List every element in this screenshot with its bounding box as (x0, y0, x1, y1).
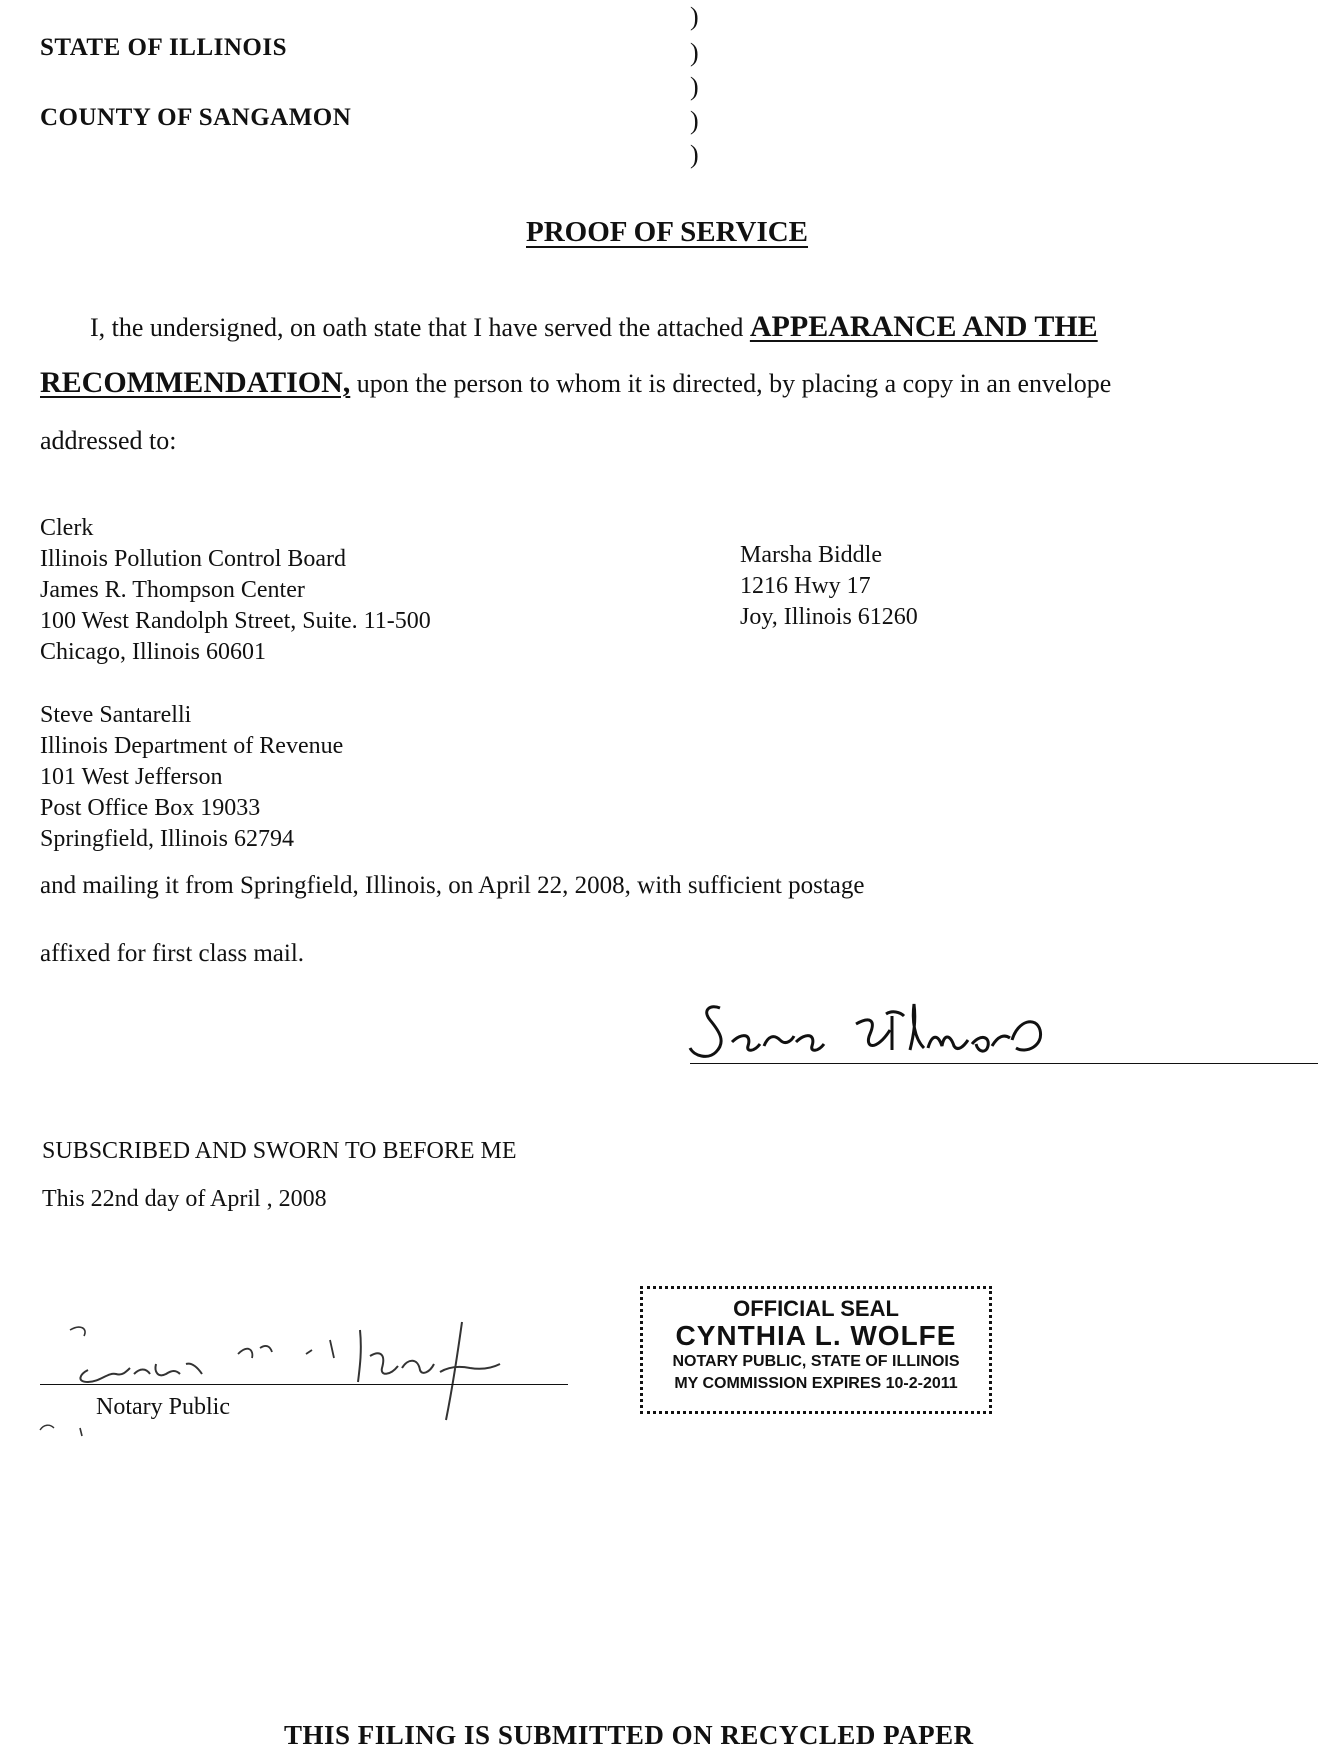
caption-paren: ) (690, 106, 699, 135)
caption-paren: ) (690, 38, 699, 67)
seal-line-1: OFFICIAL SEAL (733, 1296, 899, 1321)
caption-paren: ) (690, 140, 699, 169)
notary-signature-line (40, 1384, 568, 1385)
address-line: Steve Santarelli (40, 702, 192, 728)
footer-recycled-note: THIS FILING IS SUBMITTED ON RECYCLED PAPER (284, 1720, 974, 1750)
mailing-line-2: affixed for first class mail. (40, 940, 305, 967)
seal-line-2: CYNTHIA L. WOLFE (675, 1320, 957, 1351)
address-line: Chicago, Illinois 60601 (40, 639, 266, 665)
address-line: James R. Thompson Center (40, 577, 305, 603)
body-line-3: addressed to: (40, 426, 177, 455)
notary-seal-stamp (640, 1286, 992, 1414)
address-line: Illinois Pollution Control Board (40, 546, 347, 572)
address-line: Marsha Biddle (740, 542, 882, 568)
address-line: Post Office Box 19033 (40, 795, 261, 821)
address-line: Clerk (40, 515, 94, 541)
address-line: 101 West Jefferson (40, 764, 223, 790)
caption-county: COUNTY OF SANGAMON (40, 104, 352, 131)
seal-line-3: NOTARY PUBLIC, STATE OF ILLINOIS (672, 1353, 960, 1370)
address-line: Springfield, Illinois 62794 (40, 826, 294, 852)
body-line-1-text: I, the undersigned, on oath state that I have served the attached (90, 313, 750, 342)
document-name-bold: APPEARANCE AND THE (749, 310, 1098, 343)
body-line-1 (90, 310, 1098, 344)
address-line: Joy, Illinois 61260 (740, 604, 918, 630)
notary-label: Notary Public (96, 1394, 230, 1420)
body-line-2 (40, 366, 1111, 400)
body-line-2-text: upon the person to whom it is directed, by placing a copy in an envelope (350, 369, 1112, 398)
document-title: PROOF OF SERVICE (526, 216, 809, 248)
seal-line-4: MY COMMISSION EXPIRES 10-2-2011 (674, 1375, 958, 1392)
address-santarelli (40, 700, 343, 855)
address-line: 1216 Hwy 17 (740, 573, 871, 599)
caption-paren: ) (690, 2, 699, 31)
address-clerk (40, 513, 431, 668)
document-name-bold-2: RECOMMENDATION, (40, 366, 351, 399)
jurat-line-1: SUBSCRIBED AND SWORN TO BEFORE ME (42, 1138, 517, 1164)
address-line: 100 West Randolph Street, Suite. 11-500 (40, 608, 431, 634)
mailing-line-1: and mailing it from Springfield, Illinois, on April 22, 2008, with sufficient postage (40, 872, 865, 899)
jurat-line-2: This 22nd day of April , 2008 (42, 1186, 327, 1212)
address-biddle (740, 540, 918, 633)
address-line: Illinois Department of Revenue (40, 733, 344, 759)
caption-state: STATE OF ILLINOIS (40, 34, 288, 61)
affiant-signature (680, 990, 1080, 1070)
affiant-signature-line (690, 1063, 1318, 1064)
caption-paren: ) (690, 72, 699, 101)
